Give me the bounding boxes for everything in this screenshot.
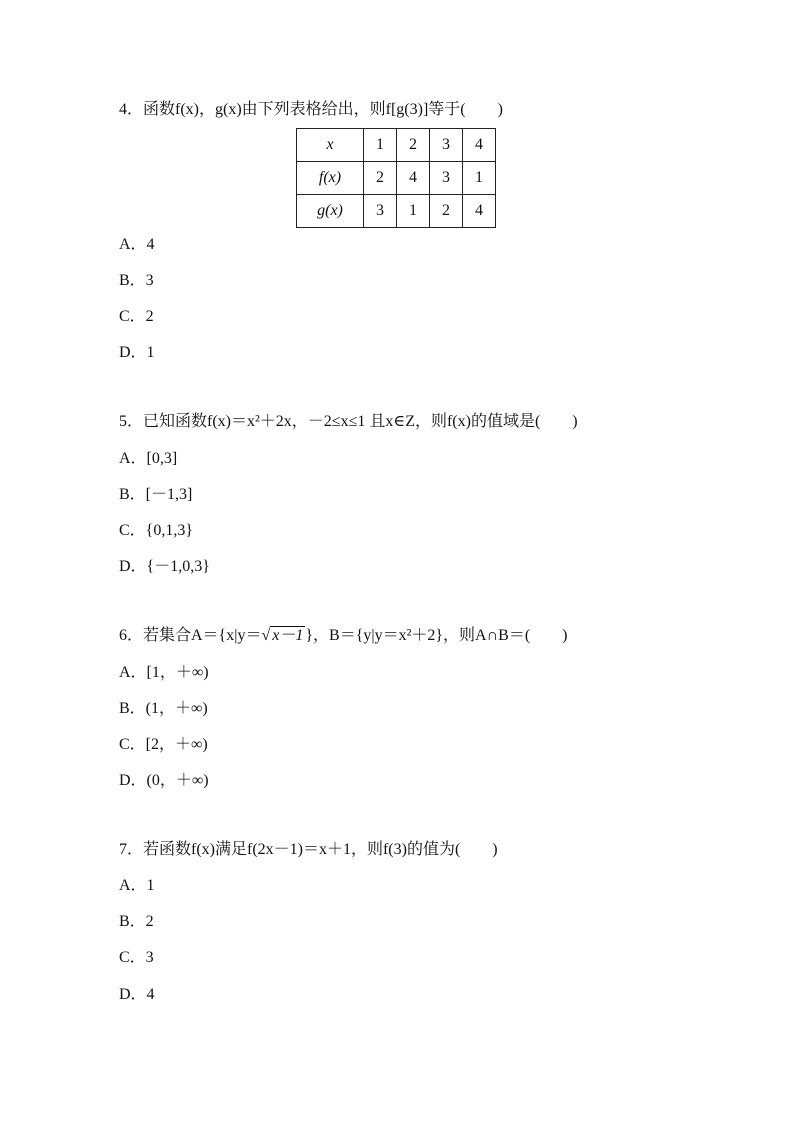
q6-option-a[interactable]: A．[1，＋∞) — [119, 664, 209, 681]
q7-option-d[interactable]: D．4 — [119, 986, 155, 1003]
q6-option-c[interactable]: C．[2，＋∞) — [119, 736, 208, 753]
table-row — [297, 162, 496, 195]
table-cell: 2 — [364, 162, 397, 195]
sqrt-radicand: x－1 — [272, 627, 304, 644]
q4-option-b[interactable]: B．3 — [119, 272, 154, 289]
table-cell: 3 — [364, 195, 397, 228]
question-4-stem: 4．函数f(x)，g(x)由下列表格给出，则f[g(3)]等于( ) — [119, 101, 503, 118]
q4-option-c[interactable]: C．2 — [119, 308, 154, 325]
q7-option-b[interactable]: B．2 — [119, 913, 154, 930]
q6-option-b[interactable]: B．(1，＋∞) — [119, 700, 208, 717]
table-cell: 2 — [397, 129, 430, 162]
q6-stem-post: }，B＝{y|y＝x²＋2}，则A∩B＝( ) — [305, 627, 568, 644]
table-row — [297, 195, 496, 228]
q7-option-a[interactable]: A．1 — [119, 877, 155, 894]
table-cell: 1 — [364, 129, 397, 162]
q4-option-d[interactable]: D．1 — [119, 344, 155, 361]
sqrt-expression — [261, 626, 305, 646]
q6-option-d[interactable]: D．(0，＋∞) — [119, 772, 209, 789]
q5-option-b[interactable]: B．[－1,3] — [119, 486, 193, 503]
function-value-table — [296, 128, 496, 228]
table-cell: 3 — [430, 162, 463, 195]
q4-option-a[interactable]: A．4 — [119, 236, 155, 253]
table-row-label: g(x) — [297, 195, 364, 228]
table-row — [297, 129, 496, 162]
q5-option-a[interactable]: A．[0,3] — [119, 450, 178, 467]
table-cell: 1 — [397, 195, 430, 228]
q5-option-d[interactable]: D．{－1,0,3} — [119, 558, 210, 575]
question-5-stem: 5．已知函数f(x)＝x²＋2x，－2≤x≤1 且x∈Z，则f(x)的值域是( ) — [119, 413, 578, 430]
table-cell: 3 — [430, 129, 463, 162]
table-row-label: x — [297, 129, 364, 162]
table-cell: 2 — [430, 195, 463, 228]
table-cell: 4 — [463, 129, 496, 162]
question-6-stem — [119, 626, 568, 646]
q6-stem-pre: 6．若集合A＝{x|y＝ — [119, 627, 262, 644]
table-cell: 1 — [463, 162, 496, 195]
table-cell: 4 — [397, 162, 430, 195]
table-cell: 4 — [463, 195, 496, 228]
q5-option-c[interactable]: C．{0,1,3} — [119, 522, 194, 539]
table-row-label: f(x) — [297, 162, 364, 195]
radical-sign-icon: √ — [261, 627, 271, 644]
q7-option-c[interactable]: C．3 — [119, 949, 154, 966]
question-7-stem: 7．若函数f(x)满足f(2x－1)＝x＋1，则f(3)的值为( ) — [119, 841, 498, 858]
